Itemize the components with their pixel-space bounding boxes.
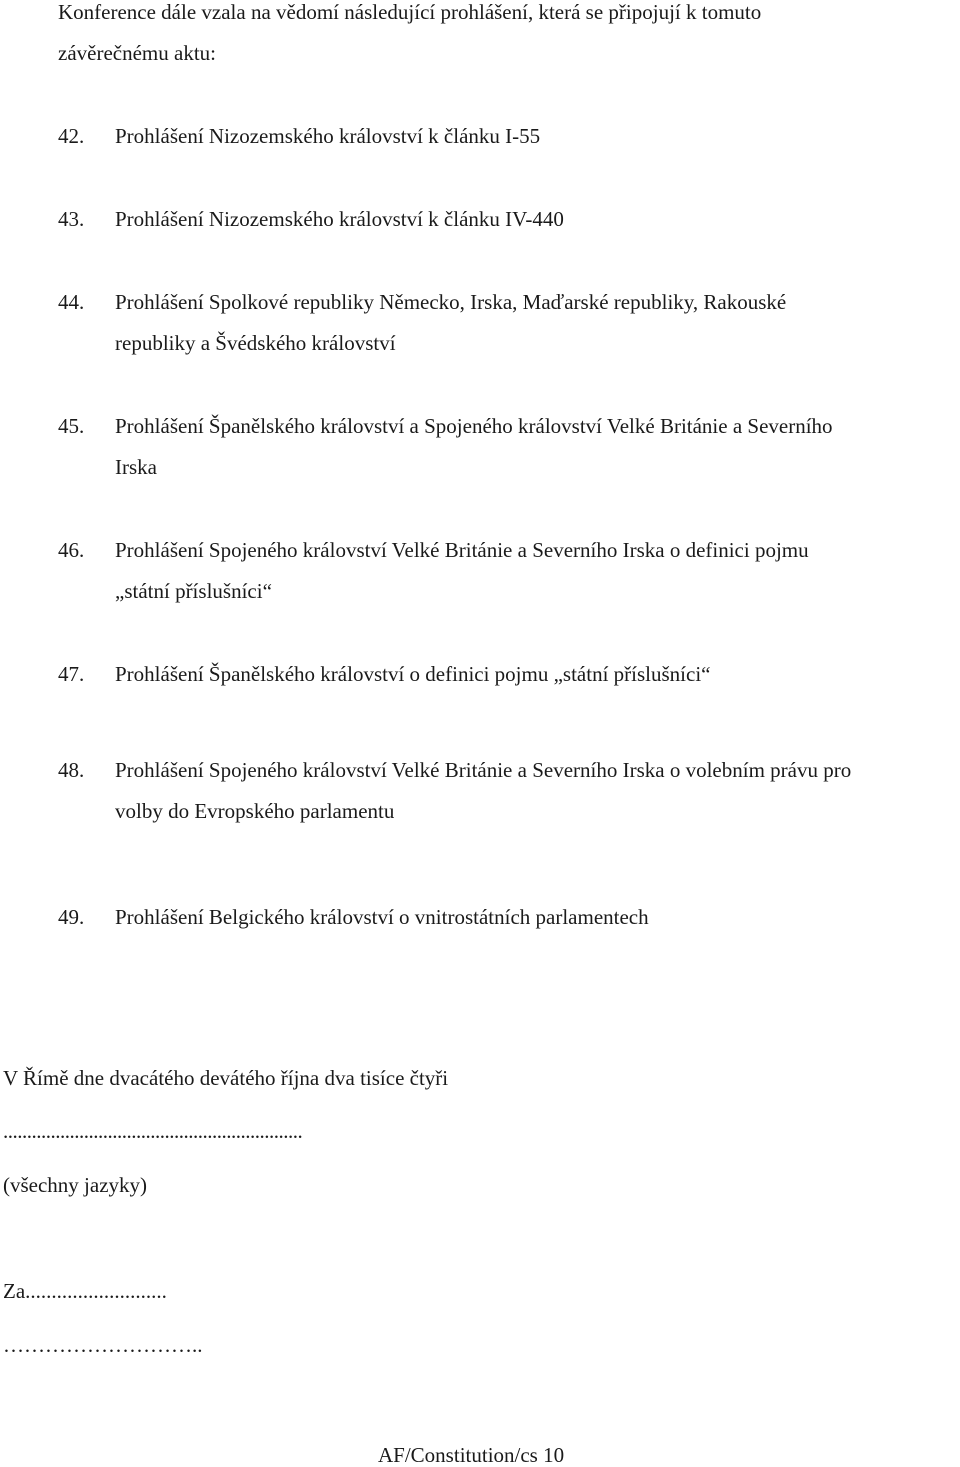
declaration-number: 45. xyxy=(58,414,85,438)
declaration-number: 46. xyxy=(58,538,85,562)
signatory-for: Za........................... xyxy=(3,1279,167,1303)
declaration-text-continued: volby do Evropského parlamentu xyxy=(115,799,395,823)
declaration-number: 43. xyxy=(58,207,85,231)
dotted-line: ............................................................... xyxy=(3,1119,303,1143)
declaration-number: 49. xyxy=(58,905,85,929)
declaration-number: 42. xyxy=(58,124,85,148)
declaration-text: Prohlášení Spolkové republiky Německo, Irska, Maďarské republiky, Rakouské xyxy=(115,290,787,314)
declaration-number: 47. xyxy=(58,662,85,686)
signature-dotted-line: ……………………….. xyxy=(3,1333,203,1357)
declaration-number: 44. xyxy=(58,290,85,314)
declaration-text-continued: republiky a Švédského království xyxy=(115,331,396,355)
declaration-text: Prohlášení Spojeného království Velké Británie a Severního Irska o definici pojmu xyxy=(115,538,809,562)
declaration-text-continued: Irska xyxy=(115,455,157,479)
declaration-text: Prohlášení Španělského království a Spojeného království Velké Británie a Severního xyxy=(115,414,833,438)
declaration-text: Prohlášení Španělského království o definici pojmu „státní příslušníci“ xyxy=(115,662,711,686)
place-and-date: V Římě dne dvacátého devátého října dva tisíce čtyři xyxy=(3,1066,449,1090)
declaration-text: Prohlášení Belgického království o vnitrostátních parlamentech xyxy=(115,905,649,929)
languages-note: (všechny jazyky) xyxy=(3,1173,148,1197)
declaration-text: Prohlášení Spojeného království Velké Británie a Severního Irska o volebním právu pro xyxy=(115,758,852,782)
declaration-number: 48. xyxy=(58,758,85,782)
intro-line-1: Konference dále vzala na vědomí následující prohlášení, která se připojují k tomuto xyxy=(58,0,762,24)
page-footer: AF/Constitution/cs 10 xyxy=(378,1443,565,1467)
intro-line-2: závěrečnému aktu: xyxy=(58,41,216,65)
declaration-text: Prohlášení Nizozemského království k článku I-55 xyxy=(115,124,541,148)
declaration-text: Prohlášení Nizozemského království k článku IV-440 xyxy=(115,207,564,231)
declaration-text-continued: „státní příslušníci“ xyxy=(115,579,272,603)
